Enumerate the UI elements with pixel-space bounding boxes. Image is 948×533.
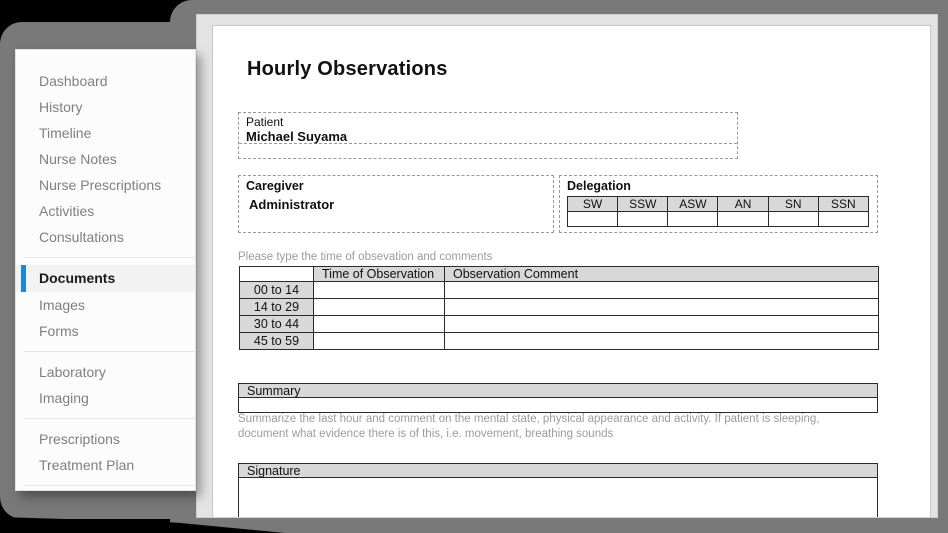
document-viewer — [196, 14, 938, 518]
observation-row-4-comment[interactable] — [445, 333, 879, 350]
sidebar-item-consultations[interactable]: Consultations — [39, 229, 124, 245]
signature-label: Signature — [239, 464, 877, 478]
delegation-col-ssw: SSW — [618, 197, 668, 212]
sidebar — [15, 49, 196, 491]
observation-col-time: Time of Observation — [314, 267, 445, 282]
delegation-cell-asw[interactable] — [668, 212, 718, 227]
summary-input[interactable] — [239, 398, 877, 412]
observation-row-1 — [240, 282, 879, 299]
sidebar-item-treatment-plan[interactable]: Treatment Plan — [39, 457, 135, 473]
delegation-col-sw: SW — [568, 197, 618, 212]
summary-label: Summary — [239, 384, 877, 398]
sidebar-divider — [24, 351, 195, 352]
sidebar-item-laboratory[interactable]: Laboratory — [39, 364, 106, 380]
document-page — [212, 25, 931, 518]
sidebar-item-documents[interactable]: Documents — [16, 265, 195, 292]
sidebar-item-history[interactable]: History — [39, 99, 83, 115]
delegation-col-an: AN — [718, 197, 768, 212]
patient-field-empty[interactable] — [239, 144, 737, 158]
signature-input[interactable] — [239, 478, 877, 518]
patient-value: Michael Suyama — [246, 129, 348, 144]
observation-row-2 — [240, 299, 879, 316]
observation-row-1-time[interactable] — [314, 282, 445, 299]
patient-field-filled — [239, 113, 737, 144]
sidebar-item-dashboard[interactable]: Dashboard — [39, 73, 108, 89]
delegation-cell-sw[interactable] — [568, 212, 618, 227]
delegation-label: Delegation — [567, 179, 631, 193]
caregiver-field — [238, 175, 554, 233]
sidebar-item-nurse-prescriptions[interactable]: Nurse Prescriptions — [39, 177, 162, 193]
delegation-field — [559, 175, 878, 233]
delegation-col-sn: SN — [768, 197, 818, 212]
sidebar-item-prescriptions[interactable]: Prescriptions — [39, 431, 120, 447]
patient-label: Patient — [246, 115, 284, 129]
observation-row-1-comment[interactable] — [445, 282, 879, 299]
sidebar-item-images[interactable]: Images — [39, 297, 85, 313]
observation-row-3-time[interactable] — [314, 316, 445, 333]
observation-row-4 — [240, 333, 879, 350]
summary-section — [238, 383, 878, 413]
delegation-cell-an[interactable] — [718, 212, 768, 227]
observation-row-3-label: 30 to 44 — [240, 316, 314, 333]
sidebar-item-forms[interactable]: Forms — [39, 323, 79, 339]
observation-row-2-time[interactable] — [314, 299, 445, 316]
sidebar-item-imaging[interactable]: Imaging — [39, 390, 89, 406]
delegation-cell-ssw[interactable] — [618, 212, 668, 227]
observation-row-4-label: 45 to 59 — [240, 333, 314, 350]
sidebar-divider — [24, 485, 195, 486]
delegation-cell-ssn[interactable] — [818, 212, 868, 227]
observation-row-2-comment[interactable] — [445, 299, 879, 316]
delegation-header-row — [568, 197, 869, 212]
delegation-cell-sn[interactable] — [768, 212, 818, 227]
delegation-table — [567, 196, 869, 227]
sidebar-divider — [24, 418, 195, 419]
observation-corner-cell — [240, 267, 314, 282]
signature-section — [238, 463, 878, 518]
observation-instruction: Please type the time of obsevation and comments — [238, 251, 493, 263]
delegation-col-asw: ASW — [668, 197, 718, 212]
observation-row-4-time[interactable] — [314, 333, 445, 350]
observation-row-3 — [240, 316, 879, 333]
caregiver-label: Caregiver — [246, 179, 304, 193]
observation-header-row — [240, 267, 879, 282]
delegation-col-ssn: SSN — [818, 197, 868, 212]
observation-row-1-label: 00 to 14 — [240, 282, 314, 299]
sidebar-item-activities[interactable]: Activities — [39, 203, 95, 219]
patient-field — [238, 112, 738, 159]
sidebar-divider — [24, 257, 195, 258]
delegation-value-row — [568, 212, 869, 227]
caregiver-value: Administrator — [249, 197, 335, 212]
sidebar-item-timeline[interactable]: Timeline — [39, 125, 92, 141]
sidebar-item-nurse-notes[interactable]: Nurse Notes — [39, 151, 117, 167]
observation-row-3-comment[interactable] — [445, 316, 879, 333]
page-title: Hourly Observations — [247, 58, 448, 80]
observation-table — [239, 266, 879, 350]
summary-help-text: Summarize the last hour and comment on the mental state, physical appearance and activity. If patient is sleeping, document what evidence there is of this, i.e. movement, breathing sounds — [238, 413, 820, 440]
observation-col-comment: Observation Comment — [445, 267, 879, 282]
observation-row-2-label: 14 to 29 — [240, 299, 314, 316]
